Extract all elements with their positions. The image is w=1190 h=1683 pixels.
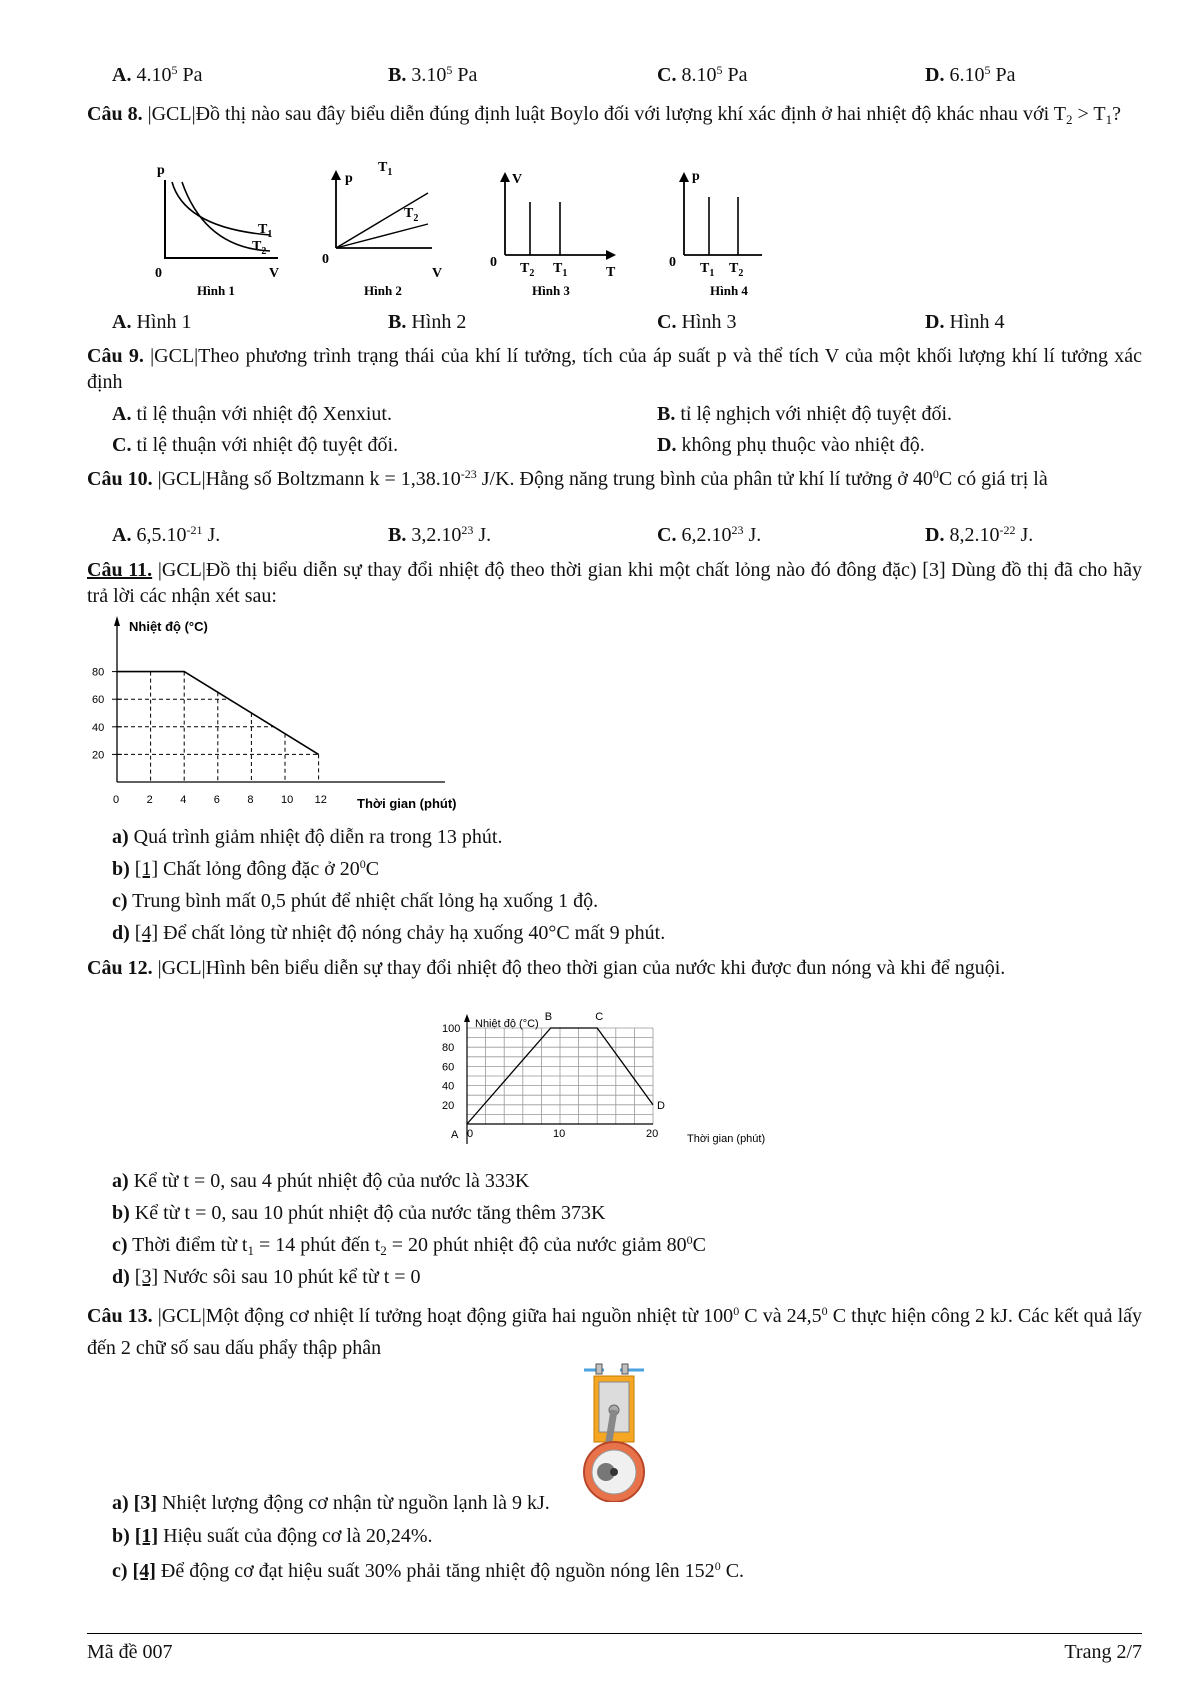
- q9-option-d: D. không phụ thuộc vào nhiệt độ.: [657, 434, 925, 456]
- q9-option-c: C. tỉ lệ thuận với nhiệt độ tuyệt đối.: [112, 434, 399, 456]
- svg-text:Hình 1: Hình 1: [197, 283, 235, 298]
- chart1-xtick-label: 4: [180, 794, 187, 806]
- figure-2: [322, 160, 442, 298]
- question-10: Câu 10. |GCL|Hằng số Boltzmann $k = 1,38.10^{-23}$ J/K. Động năng trung bình của phân tử khí lí tưởng ở $40^0C$ có giá trị là: [87, 467, 1048, 490]
- piston-engine-illustration: [574, 1362, 654, 1502]
- svg-text:V: V: [269, 266, 280, 281]
- q9-option-a: A. tỉ lệ thuận với nhiệt độ Xenxiut.: [112, 403, 392, 425]
- q11-item-c: c) Trung bình mất 0,5 phút để nhiệt chất lỏng hạ xuống 1 độ.: [112, 890, 599, 912]
- chart1-ytick-label: 20: [92, 749, 105, 762]
- chart2-xtick-label: 10: [553, 1128, 566, 1140]
- chart1-ylabel: Nhiệt độ (°C): [129, 619, 208, 634]
- svg-text:Hình 3: Hình 3: [532, 283, 570, 298]
- footer-exam-code: Mã đề 007: [87, 1641, 173, 1663]
- question-11: Câu 11. |GCL|Đồ thị biểu diễn sự thay đổi nhiệt độ theo thời gian khi một chất lỏng nào đó đông đặc) [3] Dùng đồ thị đã cho hãy trả lời các nhận xét sau:: [87, 559, 1142, 607]
- chart1-xtick-label: 6: [213, 794, 220, 806]
- svg-text:Hình 4: Hình 4: [710, 283, 748, 298]
- q7-option-c: C. 8.10$^5$ Pa: [657, 63, 748, 86]
- svg-text:0: 0: [669, 255, 676, 270]
- question-8: Câu 8. |GCL|Đồ thị nào sau đây biểu diễn đúng định luật Boylo đối với lượng khí xác định ở hai nhiệt độ khác nhau với $T_2 > T_1$?: [87, 103, 1122, 127]
- q11-item-a: a) Quá trình giảm nhiệt độ diễn ra trong 13 phút.: [112, 826, 503, 848]
- chart1-xtick-label: 8: [247, 794, 254, 806]
- heating-chart: [435, 1012, 775, 1162]
- q10-option-a: A. $6,5.10^{-21}$ J.: [112, 523, 221, 546]
- q13-item-c: c) [4] Để động cơ đạt hiệu suất 30% phải tăng nhiệt độ nguồn nóng lên $152^0$ C.: [112, 1559, 745, 1582]
- svg-text:T1: $T_1$: [378, 160, 393, 178]
- svg-text:p: p: [157, 163, 165, 178]
- q10-option-c: C. 6,2.10$^{23}$ J.: [657, 523, 762, 546]
- q13-item-b: b) [1] Hiệu suất của động cơ là 20,24%.: [112, 1525, 433, 1547]
- chart2-point-label: C: [595, 1012, 604, 1023]
- chart2-ytick-label: 40: [442, 1080, 455, 1093]
- question-9: Câu 9. |GCL|Theo phương trình trạng thái của khí lí tưởng, tích của áp suất p và thể tích V của một khối lượng khí lí tưởng xác định: [87, 345, 1142, 393]
- svg-text:T2: $T_2$: [729, 261, 744, 279]
- chart1-ytick-label: 80: [92, 666, 105, 679]
- chart2-point-label: D: [657, 1099, 665, 1112]
- svg-text:p: p: [692, 169, 700, 184]
- chart1-xtick-label: 0: [113, 794, 120, 806]
- q8-option-a: A. Hình 1: [112, 311, 192, 333]
- svg-text:Hình 2: Hình 2: [364, 283, 402, 298]
- q7-option-b: B. 3.10$^5$ Pa: [388, 63, 478, 86]
- q8-option-b: B. Hình 2: [388, 311, 467, 333]
- q8-option-c: C. Hình 3: [657, 311, 737, 333]
- q12-item-c: c) Thời điểm từ $t_1 = 14$ phút đến $t_2 = 20$ phút nhiệt độ của nước giảm $80^0C$: [112, 1233, 706, 1258]
- chart1-xtick-label: 10: [281, 794, 294, 806]
- chart2-point-label: B: [544, 1012, 553, 1023]
- svg-text:0: 0: [155, 266, 162, 281]
- chart1-xlabel: Thời gian (phút): [357, 796, 457, 811]
- footer-page-number: Trang 2/7: [1064, 1641, 1142, 1663]
- q13-item-a: a) [3] Nhiệt lượng động cơ nhận từ nguồn lạnh là 9 kJ.: [112, 1492, 550, 1514]
- svg-text:T1: $T_1$: [258, 222, 273, 240]
- chart2-ylabel: Nhiệt độ (°C): [475, 1018, 539, 1030]
- svg-text:T2: $T_2$: [520, 261, 535, 279]
- chart2-ytick-label: 100: [442, 1023, 461, 1035]
- q11-item-d: d) [4] Để chất lỏng từ nhiệt độ nóng chảy hạ xuống 40°C mất 9 phút.: [112, 922, 666, 944]
- svg-text:T1: $T_1$: [553, 261, 568, 279]
- chart1-ytick-label: 60: [92, 694, 105, 707]
- svg-text:p: p: [345, 171, 353, 186]
- svg-text:T: T: [606, 265, 616, 280]
- q12-item-b: b) Kể từ t = 0, sau 10 phút nhiệt độ của nước tăng thêm 373K: [112, 1202, 606, 1224]
- q7-option-d: D. 6.10$^5$ Pa: [925, 63, 1016, 86]
- svg-text:T1: $T_1$: [700, 261, 715, 279]
- chart2-ytick-label: 60: [442, 1061, 455, 1074]
- chart2-xtick-label: 20: [646, 1128, 659, 1140]
- chart2-xtick-label: 0: [467, 1128, 474, 1140]
- q8-option-d: D. Hình 4: [925, 311, 1005, 333]
- q10-option-b: B. 3,2.10$^{23}$ J.: [388, 523, 492, 546]
- figure-4: [669, 169, 762, 298]
- svg-text:0: 0: [490, 255, 497, 270]
- chart1-ytick-label: 40: [92, 721, 105, 734]
- svg-text:T2: $T_2$: [252, 239, 267, 257]
- q10-option-d: D. $8,2.10^{-22}$ J.: [925, 523, 1034, 546]
- figure-1: [155, 163, 279, 298]
- chart1-xtick-label: 2: [146, 794, 153, 806]
- q7-option-a: A. 4.10$^5$ Pa: [112, 63, 203, 86]
- chart1-xtick-label: 12: [314, 794, 327, 806]
- svg-text:T2: $T_2$: [404, 206, 419, 224]
- footer-divider: [87, 1633, 1142, 1634]
- svg-text:V: V: [432, 266, 443, 281]
- question-12: Câu 12. |GCL|Hình bên biểu diễn sự thay đổi nhiệt độ theo thời gian của nước khi được đun nóng và khi để nguội.: [87, 957, 1006, 979]
- chart2-ytick-label: 20: [442, 1099, 455, 1112]
- chart2-xlabel: Thời gian (phút): [687, 1133, 766, 1145]
- q11-item-b: b) [1] Chất lỏng đông đặc ở $20^0C$: [112, 857, 380, 880]
- svg-text:V: V: [512, 172, 523, 187]
- q12-item-d: d) [3] Nước sôi sau 10 phút kể từ t = 0: [112, 1266, 421, 1288]
- question-13: Câu 13. |GCL|Một động cơ nhiệt lí tưởng hoạt động giữa hai nguồn nhiệt từ $100^0$ C và 24,5$^0$ C thực hiện công 2 kJ. Các kết quả lấy đến 2 chữ số sau dấu phẩy thập phân: [87, 1304, 1143, 1359]
- q12-item-a: a) Kể từ t = 0, sau 4 phút nhiệt độ của nước là 333K: [112, 1170, 530, 1192]
- chart2-ytick-label: 80: [442, 1042, 455, 1055]
- q9-option-b: B. tỉ lệ nghịch với nhiệt độ tuyệt đối.: [657, 403, 952, 425]
- svg-text:0: 0: [322, 252, 329, 267]
- cooling-chart: [85, 612, 485, 817]
- q8-figures: [0, 160, 1190, 310]
- chart2-point-label: A: [451, 1129, 459, 1141]
- figure-3: [490, 172, 616, 298]
